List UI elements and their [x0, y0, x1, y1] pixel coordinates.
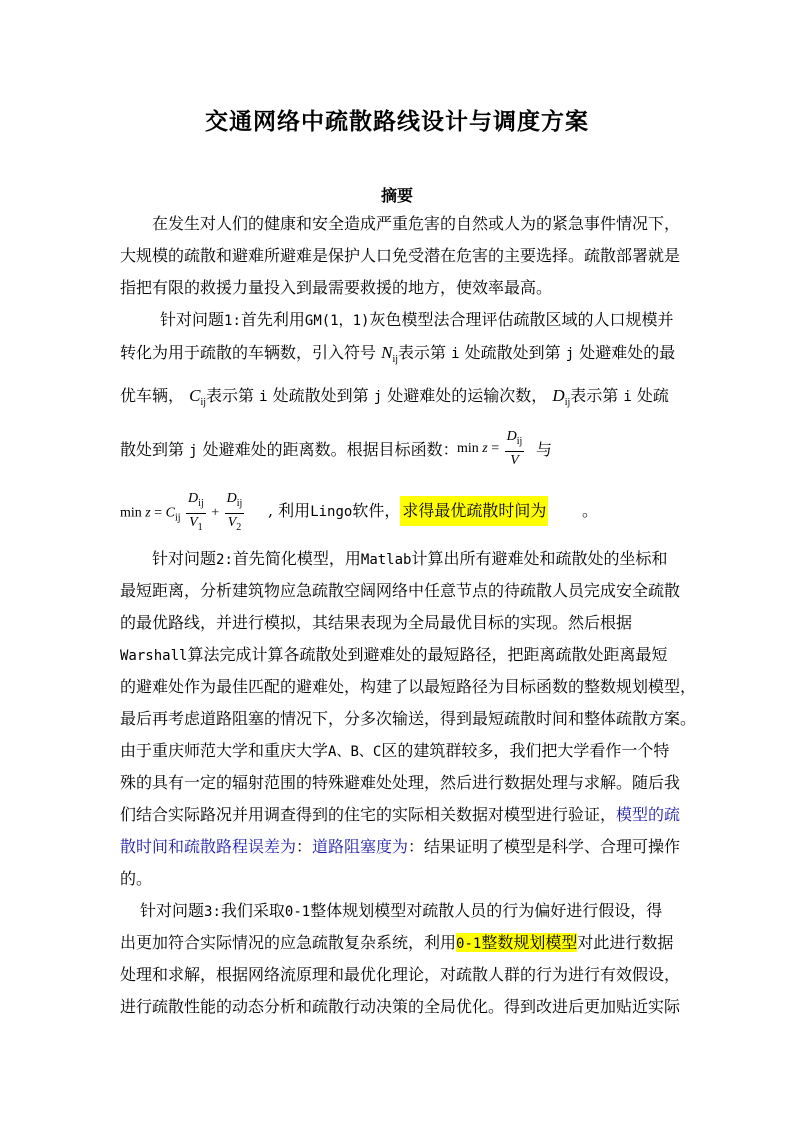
- p3-line-10: 散时间和疏散路程误差为：道路阻塞度为：结果证明了模型是科学、合理可操作: [120, 837, 681, 856]
- document-title: 交通网络中疏散路线设计与调度方案: [205, 108, 589, 135]
- p3-line-9: 们结合实际路况并用调查得到的住宅的实际相关数据对模型进行验证，模型的疏: [120, 805, 681, 824]
- p3-line-3: 的最优路线，并进行模拟，其结果表现为全局最优目标的实现。然后根据: [120, 613, 633, 632]
- p4-line-2: 出更加符合实际情况的应急疏散复杂系统，利用0-1整数规划模型对此进行数据: [120, 933, 674, 952]
- p2-line-2: 转化为用于疏散的车辆数，引入符号 $N_{ij}$表示第 i 处疏散处到第 j 处避难处的最: [120, 343, 676, 365]
- p2-line-4: 散处到第 j 处避难处的距离数。根据目标函数：: [120, 440, 459, 459]
- p1-line-1: 在发生对人们的健康和安全造成严重危害的自然或人为的紧急事件情况下，: [152, 214, 681, 233]
- abstract-heading: 摘要: [380, 186, 413, 205]
- blue-text-congestion: 道路阻塞度为: [312, 837, 409, 856]
- p3-line-5: 的避难处作为最佳匹配的避难处，构建了以最短路径为目标函数的整数规划模型，: [120, 677, 697, 696]
- p3-line-2: 最短距离，分析建筑物应急疏散空阔网络中任意节点的待疏散人员完成安全疏散: [120, 581, 681, 600]
- p2-period: 。: [582, 501, 599, 520]
- p1-line-2: 大规模的疏散和避难所避难是保护人口免受潜在危害的主要选择。疏散部署就是: [120, 246, 681, 265]
- highlight-01-model: 0-1整数规划模型: [456, 933, 578, 952]
- p3-line-7: 由于重庆师范大学和重庆大学A、B、C区的建筑群较多，我们把大学看作一个特: [120, 741, 670, 760]
- p3-line-11: 的。: [120, 869, 153, 888]
- p3-line-1: 针对问题2:首先简化模型，用Matlab计算出所有避难处和疏散处的坐标和: [152, 549, 668, 568]
- p2-line-3: 优车辆， $C_{ij}$表示第 i 处疏散处到第 j 处避难处的运输次数， $D_{ij}$表示第 i 处疏: [120, 386, 669, 408]
- formula-objective-1: min z = $\frac{D_{ij}}{V}$: [457, 429, 523, 468]
- p4-line-1: 针对问题3:我们采取0-1整体规划模型对疏散人员的行为偏好进行假设，得: [140, 901, 663, 920]
- blue-text-error: 模型的疏: [616, 805, 681, 824]
- p3-line-4: Warshall算法完成计算各疏散处到避难处的最短路径，把距离疏散处距离最短: [120, 645, 668, 664]
- p3-line-8: 殊的具有一定的辐射范围的特殊避难处处理，然后进行数据处理与求解。随后我: [120, 773, 681, 792]
- symbol-c: $C_{ij}$: [189, 386, 207, 408]
- p3-line-6: 最后再考虑道路阻塞的情况下，分多次输送，得到最短疏散时间和整体疏散方案。: [120, 709, 697, 728]
- p2-line-1: 针对问题1:首先利用GM(1，1)灰色模型法合理评估疏散区域的人口规模并: [160, 310, 674, 329]
- highlight-optimal-time: 求得最优疏散时间为: [400, 496, 548, 526]
- symbol-d: $D_{ij}$: [552, 386, 571, 408]
- p4-line-3: 处理和求解，根据网络流原理和最优化理论，对疏散人群的行为进行有效假设，: [120, 965, 681, 984]
- p4-line-4: 进行疏散性能的动态分析和疏散行动决策的全局优化。得到改进后更加贴近实际: [120, 997, 681, 1016]
- p2-and-text: 与: [536, 440, 553, 459]
- formula-objective-2: $\min z = C_{ij}$ $\frac{D_{ij}}{V_1}$ + $\frac{D_{ij}}{V_2}$: [120, 491, 243, 533]
- fraction: $\frac{D_{ij}}{V}$: [506, 429, 523, 468]
- p1-line-3: 指把有限的救援力量投入到最需要救援的地方，使效率最高。: [120, 278, 553, 297]
- p2-line-5: , 利用Lingo软件， 求得最优疏散时间为: [268, 501, 548, 526]
- symbol-n: $N_{ij}$: [381, 343, 399, 365]
